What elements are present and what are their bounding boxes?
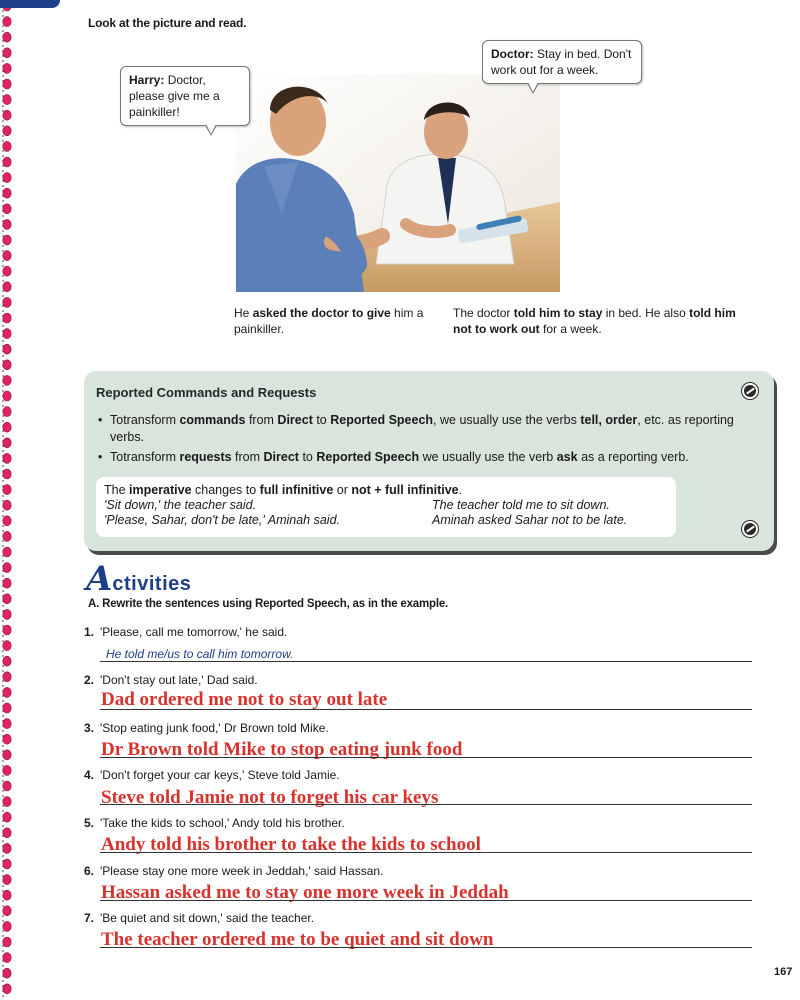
item-number: 2. xyxy=(84,673,95,687)
spiral-ring xyxy=(3,578,11,588)
spiral-ring xyxy=(3,360,11,370)
spiral-ring xyxy=(3,126,11,136)
spiral-ring xyxy=(3,266,11,276)
spiral-ring xyxy=(3,453,11,463)
spiral-ring xyxy=(3,687,11,697)
spiral-ring xyxy=(3,469,11,479)
spiral-ring xyxy=(3,906,11,916)
handwritten-answer: Steve told Jamie not to forget his car keys xyxy=(101,787,439,808)
spiral-ring xyxy=(3,734,11,744)
answer-line[interactable] xyxy=(100,931,752,948)
caption-text: him a painkiller. xyxy=(234,306,424,336)
spiral-ring xyxy=(3,563,11,573)
note-text: The xyxy=(104,483,130,497)
example-row xyxy=(104,513,668,528)
item-prompt: 'Don't forget your car keys,' Steve told Jamie. xyxy=(100,768,340,782)
spiral-ring xyxy=(3,297,11,307)
activities-heading xyxy=(86,559,192,599)
spiral-ring xyxy=(3,641,11,651)
caption-left xyxy=(234,305,434,337)
bullet-icon: • xyxy=(98,450,103,464)
handwritten-answer: Hassan asked me to stay one more week in Jeddah xyxy=(101,882,509,903)
rule-bold: commands xyxy=(179,413,246,427)
handwritten-answer: The teacher ordered me to be quiet and sit down xyxy=(101,929,494,950)
grammar-box xyxy=(84,371,774,551)
spiral-ring xyxy=(3,781,11,791)
note-text: . xyxy=(458,483,463,497)
spiral-ring xyxy=(3,32,11,42)
rule-text: , etc. as reporting verbs. xyxy=(110,413,734,444)
imperative-note xyxy=(104,483,668,498)
caption-text: for a week. xyxy=(539,322,602,336)
spiral-ring xyxy=(3,17,11,27)
spiral-ring xyxy=(3,485,11,495)
rule-text: to xyxy=(312,413,331,427)
spiral-ring xyxy=(3,937,11,947)
activity-instruction: A. Rewrite the sentences using Reported Speech, as in the example. xyxy=(88,598,449,610)
grammar-title: Reported Commands and Requests xyxy=(96,385,317,400)
spiral-ring xyxy=(3,344,11,354)
page-number: 167 xyxy=(774,966,793,978)
activities-head-rest: ctivities xyxy=(112,573,192,595)
item-prompt: 'Please stay one more week in Jeddah,' said Hassan. xyxy=(100,864,384,878)
bubble-text: Stay in bed. Don't work out for a week. xyxy=(491,47,632,77)
intro-instruction: Look at the picture and read. xyxy=(88,16,247,30)
spiral-ring xyxy=(3,157,11,167)
rule-text: , we usually use the verbs xyxy=(433,413,581,427)
spiral-ring xyxy=(3,797,11,807)
spiral-ring xyxy=(3,921,11,931)
answer-line[interactable] xyxy=(100,645,752,662)
spiral-ring xyxy=(3,235,11,245)
answer-line[interactable] xyxy=(100,884,752,901)
example-direct: 'Sit down,' the teacher said. xyxy=(104,498,257,512)
answer-line[interactable] xyxy=(100,741,752,758)
spiral-ring xyxy=(3,141,11,151)
pin-icon xyxy=(742,383,758,399)
item-number: 1. xyxy=(84,625,95,639)
example-reported: The teacher told me to sit down. xyxy=(432,498,610,512)
spiral-ring xyxy=(3,890,11,900)
spiral-ring xyxy=(3,656,11,666)
corner-tab xyxy=(0,0,60,8)
spiral-binding xyxy=(0,0,22,1000)
pin-icon xyxy=(742,521,758,537)
spiral-ring xyxy=(3,48,11,58)
rule-text: as a reporting verb. xyxy=(577,450,689,464)
spiral-ring xyxy=(3,859,11,869)
rule-text: from xyxy=(245,413,278,427)
caption-bold: told him not to work out xyxy=(453,306,736,336)
item-prompt: 'Be quiet and sit down,' said the teacher. xyxy=(100,911,315,925)
bubble-tail xyxy=(205,125,217,136)
grammar-example-box xyxy=(96,477,676,537)
rule-bold: tell, order xyxy=(580,413,638,427)
spiral-ring xyxy=(3,95,11,105)
rule-text: Totransform xyxy=(110,450,180,464)
spiral-ring xyxy=(3,703,11,713)
rule-text: to xyxy=(298,450,317,464)
handwritten-answer: Dad ordered me not to stay out late xyxy=(101,689,388,710)
rule-bold: Direct xyxy=(277,413,313,427)
item-prompt: 'Stop eating junk food,' Dr Brown told Mike. xyxy=(100,721,329,735)
spiral-ring xyxy=(3,531,11,541)
example-reported: Aminah asked Sahar not to be late. xyxy=(432,513,628,527)
speech-bubble-doctor xyxy=(482,40,642,84)
bullet-icon: • xyxy=(98,413,103,427)
handwritten-answer: Dr Brown told Mike to stop eating junk food xyxy=(101,739,463,760)
handwritten-answer: Andy told his brother to take the kids to school xyxy=(101,834,481,855)
spiral-ring xyxy=(3,828,11,838)
spiral-ring xyxy=(3,391,11,401)
answer-line[interactable] xyxy=(100,788,752,805)
spiral-ring xyxy=(3,719,11,729)
bubble-tail xyxy=(527,83,539,94)
spiral-ring xyxy=(3,63,11,73)
rule-bold: ask xyxy=(556,450,578,464)
caption-bold: asked the doctor to give xyxy=(252,306,391,320)
spiral-ring xyxy=(3,79,11,89)
spiral-ring xyxy=(3,968,11,978)
grammar-rule-requests xyxy=(98,449,768,466)
rule-text: we usually use the verb xyxy=(419,450,557,464)
spiral-ring xyxy=(3,625,11,635)
spiral-ring xyxy=(3,843,11,853)
speech-bubble-harry xyxy=(120,66,250,126)
rule-bold: Reported Speech xyxy=(316,450,420,464)
spiral-ring xyxy=(3,219,11,229)
spiral-ring xyxy=(3,282,11,292)
bubble-text: Doctor, please give me a painkiller! xyxy=(129,73,220,119)
spiral-ring xyxy=(3,407,11,417)
rule-bold: Reported Speech xyxy=(330,413,434,427)
spiral-ring xyxy=(3,609,11,619)
caption-right xyxy=(453,305,753,337)
bubble-speaker: Harry: xyxy=(129,73,165,87)
item-number: 3. xyxy=(84,721,95,735)
spiral-ring xyxy=(3,984,11,994)
spiral-ring xyxy=(3,313,11,323)
item-number: 4. xyxy=(84,768,95,782)
spiral-ring xyxy=(3,110,11,120)
spiral-ring xyxy=(3,173,11,183)
spiral-ring xyxy=(3,204,11,214)
note-text: or xyxy=(333,483,352,497)
spiral-ring xyxy=(3,594,11,604)
caption-text: The doctor xyxy=(453,306,514,320)
item-number: 5. xyxy=(84,816,95,830)
answer-line[interactable] xyxy=(100,693,752,710)
caption-text: in bed. He also xyxy=(602,306,690,320)
spiral-ring xyxy=(3,547,11,557)
item-number: 6. xyxy=(84,864,95,878)
spiral-ring xyxy=(3,251,11,261)
item-prompt: 'Take the kids to school,' Andy told his brother. xyxy=(100,816,345,830)
spiral-ring xyxy=(3,500,11,510)
spiral-ring xyxy=(3,765,11,775)
example-direct: 'Please, Sahar, don't be late,' Aminah said. xyxy=(104,513,341,527)
note-bold: imperative xyxy=(129,483,192,497)
spiral-ring xyxy=(3,329,11,339)
rule-text: from xyxy=(231,450,264,464)
caption-bold: told him to stay xyxy=(513,306,603,320)
caption-text: He xyxy=(234,306,253,320)
spiral-ring xyxy=(3,875,11,885)
bubble-speaker: Doctor: xyxy=(491,47,534,61)
note-text: changes to xyxy=(191,483,260,497)
spiral-ring xyxy=(3,438,11,448)
spiral-ring xyxy=(3,422,11,432)
item-prompt: 'Please, call me tomorrow,' he said. xyxy=(100,625,288,639)
spiral-ring xyxy=(3,188,11,198)
spiral-ring xyxy=(3,516,11,526)
rule-text: Totransform xyxy=(110,413,180,427)
rule-bold: requests xyxy=(179,450,232,464)
spiral-ring xyxy=(3,672,11,682)
spiral-ring xyxy=(3,375,11,385)
doctor-patient-photo xyxy=(236,74,560,292)
grammar-rule-commands xyxy=(98,412,758,446)
item-number: 7. xyxy=(84,911,95,925)
example-row xyxy=(104,498,668,513)
answer-line[interactable] xyxy=(100,836,752,853)
rule-bold: Direct xyxy=(263,450,299,464)
spiral-ring xyxy=(3,953,11,963)
activities-head-letter: A xyxy=(86,559,113,599)
item-prompt: 'Don't stay out late,' Dad said. xyxy=(100,673,258,687)
spiral-ring xyxy=(3,750,11,760)
note-bold: not + full infinitive xyxy=(351,483,459,497)
note-bold: full infinitive xyxy=(259,483,334,497)
spiral-ring xyxy=(3,812,11,822)
example-answer: He told me/us to call him tomorrow. xyxy=(106,647,294,661)
